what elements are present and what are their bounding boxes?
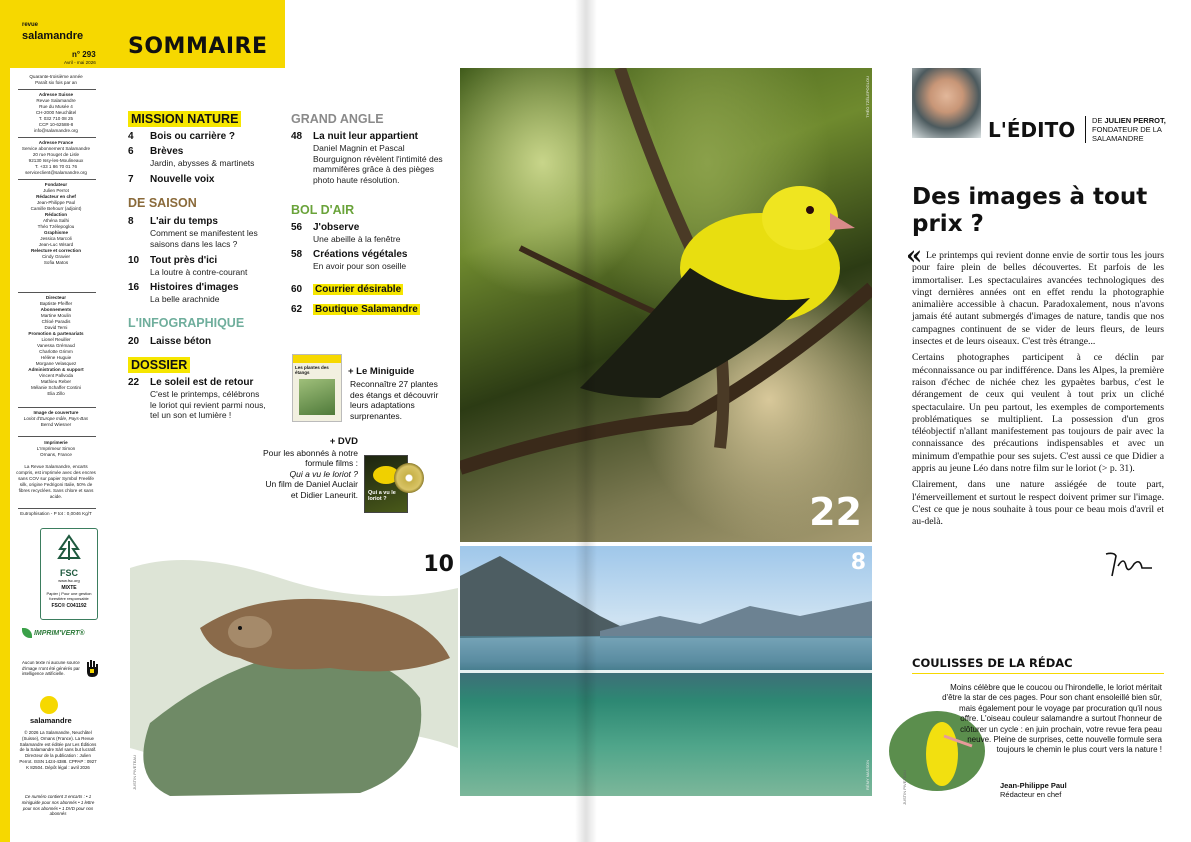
staff-name: Mélanie Schaffer Contini [31,385,81,390]
edito-paragraph: Certains photographes participent à ce déclin par méconnaissance ou par indifférence. Dans les Alpes, la première raison d'échec de nichée chez les gypaètes barbus, c'est le dérangement de ceux qui veulent à tout prix un cliché spectaculaire. Un peu partout, les exemples de comportements problématiques se multiplient. La possession d'un gros téléobjectif n'allant manifestement pas toujours de pair avec la connaissance des précautions indispensables et avec un minimum d'empathie pour ses sujets. C'est aussi ce que Didier a appris au jeune Léo dans notre film sur le loriot (> p. 31). [912,352,1164,475]
staff-name: Bernd Wiesner [40,422,72,427]
edito-body [912,250,1164,533]
entry-title: Créations végétales [313,249,408,260]
staff-name: Elia Zillo [47,391,65,396]
coulisses-signature [1000,781,1067,799]
intro-line: Paraît six fois par an [35,80,77,85]
page-number: 20 [128,336,140,347]
address-line: CH-2000 Neuchâtel [35,110,77,115]
oriole-head-shape [762,186,838,250]
entry-title: L'air du temps [150,216,218,227]
section-label: DOSSIER [128,357,190,373]
toc-entry[interactable] [128,146,278,170]
divider [18,137,96,138]
divider [18,179,96,180]
staff-role: Fondateur [44,182,68,187]
edito-author [1085,116,1191,143]
staff-role: Promotion & partenariats [28,331,84,336]
entry-subtitle: La belle arachnide [150,294,220,304]
staff-name: Ornans, France [40,452,72,457]
section-heading: BOL D'AIR [291,203,355,217]
cover-credit [16,410,96,428]
section-label: MISSION NATURE [128,111,241,127]
oriole-eye-shape [806,206,814,214]
section-heading: GRAND ANGLE [291,112,384,126]
staff-role: Imprimerie [44,440,68,445]
address-line: Rue du Musée 4 [39,104,73,109]
author-name: JULIEN PERROT, [1104,116,1166,125]
fsc-label: FSC [60,568,78,578]
leaf-icon [22,628,32,638]
edito-paragraph: Clairement, dans une nature assiégée de toute part, l'émerveillement et surtout le respect doivent primer sur l'image. C'est ce que je nous souhaite à tous pour ce beau mois d'avril et au-delà. [912,479,1164,528]
entry-title: Le soleil est de retour [150,377,254,388]
oriole-scene [460,68,872,542]
staff-name: Charlotte Grimm [39,349,73,354]
page-number: 10 [128,255,140,266]
photo-credit: JUSTIN PIVETEAU [132,755,137,790]
photo-credit: RÉMY MASSON [865,760,870,790]
staff-role: Abonnements [40,307,72,312]
page-number: 7 [128,174,134,185]
address-line: 20 rue Rouget de Lisle [32,152,80,157]
dvd-title: + DVD [329,436,358,447]
printer-credit [16,440,96,458]
eutro-note: Eutrophisation - P tot : 0,0046 Kg/T [20,511,92,516]
colophon-intro [16,74,96,86]
entry-subtitle: La loutre à contre-courant [150,267,248,277]
section-heading: L'INFOGRAPHIQUE [128,316,245,330]
sign-role: Rédacteur en chef [1000,790,1062,799]
page-ref-number: 10 [423,552,454,577]
page-number: 16 [128,282,140,293]
fsc-logo [40,528,98,620]
toc-entry[interactable] [128,282,278,306]
author-portrait[interactable] [912,68,981,138]
address-title: Adresse Suisse [38,92,74,97]
address-line: T. 032 710 08 25 [38,116,74,121]
entry-subtitle: C'est le printemps, célébrons le loriot qui revient parmi nous, tel un son et lumière ! [150,389,266,420]
entry-subtitle: Daniel Magnin et Pascal Bourguignon révèlent l'intimité des mammifères grâce à des pièges photo haute résolution. [313,143,443,185]
divider [18,89,96,90]
page-number: 58 [291,249,303,260]
entry-subtitle: Comment se manifestent les saisons dans les lacs ? [150,228,258,249]
page-number: 8 [128,216,134,227]
salamandre-logo-icon [40,696,58,714]
issue-number: n° 293 [72,50,96,59]
lake-photo[interactable] [460,546,872,796]
staff-name: Cindy Gravier [41,254,71,259]
staff-name: Athéna Salhi [42,218,70,223]
miniguide-title: + Le Miniguide [348,366,415,377]
staff-name: Martine Moulin [40,313,72,318]
entry-title: Laisse béton [150,336,212,347]
sign-name: Jean-Philippe Paul [1000,781,1067,790]
entry-title: Bois ou carrière ? [150,131,236,142]
imprim-vert-logo [22,628,85,638]
staff-role: Administration & support [28,367,84,372]
divider [18,292,96,293]
section-heading [128,112,241,126]
staff-name: Jean-Luc Wisard [38,242,74,247]
otter-head-shape [228,616,272,648]
legal-note: © 2026 La Salamandre, Neuchâtel (Suisse), Ornans (France). La Revue Salamandre est éditée par Les Éditions de la Salamandre Sàrl sans but lucratif. Directeur de la publication : Julien Perrot. ISSN 1424-4388. CPPAP : 0927 K 82504. Dépôt légal : avril 2026 [19,730,97,770]
staff-name: Chloé Paradis [41,319,71,324]
dvd-film: Qui a vu le loriot ? [289,468,358,479]
miniguide-text: Reconnaître 27 plantes des étangs et découvrir leurs adaptations surprenantes. [350,379,439,421]
photo-credit: THÉO TZÉLEPOGLOU [865,76,870,118]
staff-name: Lionel Reuiller [41,337,71,342]
toc-entry[interactable] [128,377,278,427]
edito-paragraph: Le printemps qui revient donne envie de sortir tous les jours pour faire plein de belles découvertes. Et parfois de les immortaliser. Les spectaculaires avancées technologiques des vingt dernières années ont en effet rendu la photographie animalière accessible à chacun. Paradoxalement, nous n'avons jamais été autant submergés d'images de nature, tandis que nos campagnes continuent de se vider de leurs fleurs, de leurs insectes et de leurs oiseaux. C'est très étrange... [912,250,1164,348]
brand-line2: salamandre [22,30,84,42]
oriole-photo[interactable] [460,68,872,542]
staff-name: Morgane Velasquez [35,361,77,366]
cover-illustration [299,379,335,415]
section-heading [128,358,190,372]
dvd-cover-title: Qui a vu le loriot ? [368,490,396,502]
hand-icon [84,658,100,678]
entry-title: J'observe [313,222,360,233]
dvd-disc-icon [394,463,424,493]
staff-name: David Terni [44,325,68,330]
entry-title: Histoires d'images [150,282,239,293]
mountain-shape [460,556,640,638]
staff-name: Sofia Matos [43,260,69,265]
page-number: 6 [128,146,134,157]
fsc-desc: Papier | Pour une gestion forestière responsable [46,591,92,601]
staff-name: Loriot d'Europe mâle, Pays-Bas [23,416,89,421]
issue-date: Avril - mai 2026 [64,60,96,65]
address-line: Service abonnement Salamandre [21,146,91,151]
mountain-shape [600,601,872,638]
entry-title: Courrier désirable [315,284,402,295]
entry-subtitle: Jardin, abysses & martinets [150,158,255,168]
author-prefix: DE [1092,116,1103,125]
address-line: 92130 Issy-les-Moulineaux [28,158,84,163]
toc-entry[interactable] [291,222,451,246]
staff-role: Rédacteur en chef [36,194,76,199]
toc-entry[interactable] [128,216,278,250]
cover-band [293,355,341,363]
toc-entry[interactable] [128,131,278,145]
address-france [16,140,96,176]
staff-role: Image de couverture [33,410,79,415]
staff-name: L'Imprimeur Simon [36,446,76,451]
entry-title: Boutique Salamandre [315,304,418,315]
staff-role: Relecture et correction [30,248,82,253]
ia-note: Aucun texte ni aucune source d'image n'ont été générés par intelligence artificielle. [22,660,80,676]
staff-name: Baptiste Pfeiffer [39,301,73,306]
page-number: 60 [291,284,303,295]
toc-entry[interactable] [128,174,278,188]
staff-name: Vincent Pallvoda [38,373,74,378]
brand-line1: revue [22,22,39,28]
email-link[interactable]: info@salamandre.org [34,128,78,133]
staff-name: Jean-Philippe Paul [36,200,76,205]
address-line: Revue Salamandre [36,98,76,103]
staff-name: Vanessa Grémaud [37,343,75,348]
divider [18,508,96,509]
staff-role: Directeur [45,295,67,300]
entry-title: Nouvelle voix [150,174,215,185]
quote-icon: « [906,241,923,271]
entry-title: Tout près d'ici [150,255,218,266]
page-number: 22 [128,377,140,388]
divider [18,407,96,408]
page-number: 48 [291,131,303,142]
toc-entry[interactable] [291,249,451,273]
coulisses-text: Moins célèbre que le coucou ou l'hirondelle, le loriot méritait d'être la star de ces pages. Pour son chant ensoleillé bien sûr, mais également pour le voyage par procuration qu'il nous offre. L'oiseau couleur salamandre a surtout l'honneur de clôturer un cycle : en juin prochain, votre revue fera peau neuve. Pleine de surprises, cette nouvelle formule sera toujours le chemin le plus court vers la nature ! [942,683,1162,755]
imprim-label: IMPRIM'VERT® [33,629,85,637]
toc-entry[interactable] [291,284,451,298]
lake-surface-shape [460,636,872,672]
fsc-code: FSC® C041192 [51,603,87,609]
page-gutter [575,0,597,842]
staff-name: Camille Behourr (adjoint) [30,206,82,211]
signature [1100,550,1156,580]
toc-entry[interactable] [128,255,278,279]
section-heading: DE SAISON [128,196,197,210]
fsc-mixte: MIXTE [61,585,77,591]
staff-list-2 [16,295,96,397]
otter-eye-shape [238,626,242,630]
salamandre-wordmark: salamandre [30,716,72,725]
staff-list [16,182,96,266]
staff-role: Rédaction [44,212,68,217]
staff-name: Mathieu Reber [40,379,72,384]
edito-title: Des images à tout prix ? [912,184,1148,237]
paper-note: La Revue Salamandre, encarts compris, est imprimée avec des encres sans COV sur papier Symbol Freelife silk, origine Fedrigoni Italie, 50% de fibres recyclées. Sans chlore et sans acide. [16,464,96,499]
lake-scene [460,546,872,796]
page-ref-number: 22 [809,490,862,534]
entry-subtitle: Une abeille à la fenêtre [313,234,401,244]
address-line: T. +33 1 86 70 01 76 [34,164,78,169]
page-number: 62 [291,304,303,315]
oriole-beak-shape [830,213,855,230]
dvd-text: Pour les abonnés à notre formule films : [263,447,358,468]
dvd-credit: Un film de Daniel Auclair et Didier Laneurit. [265,479,358,500]
entry-title: Brèves [150,146,184,157]
coulisses-title: COULISSES DE LA RÉDAC [912,656,1164,674]
encarts-note: Ce numéro contient 3 encarts : • 1 miniguide pour nos abonnés • 1 lettre pour nos abonnés • 1 DVD pour nos abonnés [21,794,95,817]
page-number: 56 [291,222,303,233]
staff-name: Théo Tzélepoglou [37,224,75,229]
fsc-url[interactable]: www.fsc.org [58,578,80,583]
divider [18,436,96,437]
dvd-block [258,437,358,500]
address-line: CCP 10-62588-8 [38,122,74,127]
address-suisse [16,92,96,134]
staff-name: Jessica Marcoli [40,236,72,241]
address-title: Adresse France [38,140,74,145]
drawing-credit: JUSTIN PIVETEAU [902,770,907,805]
toc-entry[interactable] [291,131,451,187]
toc-entry[interactable] [291,304,451,318]
entry-subtitle: En avoir pour son oseille [313,261,407,271]
page-number: 4 [128,131,134,142]
miniguide-cover[interactable] [292,354,342,422]
staff-name: Julien Perrot [43,188,69,193]
staff-role: Graphisme [44,230,68,235]
intro-line: Quarante-troisième année [29,74,83,79]
author-role: FONDATEUR DE LA SALAMANDRE [1092,125,1162,143]
otter-illustration[interactable] [130,548,458,796]
staff-name: Hélène Huguie [40,355,72,360]
fsc-tree-icon [54,533,84,563]
brand-logo[interactable] [22,20,83,42]
entry-title: La nuit leur appartient [313,131,419,142]
cover-title: Les plantes des étangs [295,365,329,375]
edito-label: L'ÉDITO [988,118,1076,142]
waterline-shape [460,670,872,673]
otter-scene [130,548,458,796]
page-ref-number: 8 [850,550,866,575]
email-link[interactable]: serviceclient@salamandre.org [25,170,87,175]
toc-entry[interactable] [128,336,278,350]
page-title: SOMMAIRE [128,34,268,59]
